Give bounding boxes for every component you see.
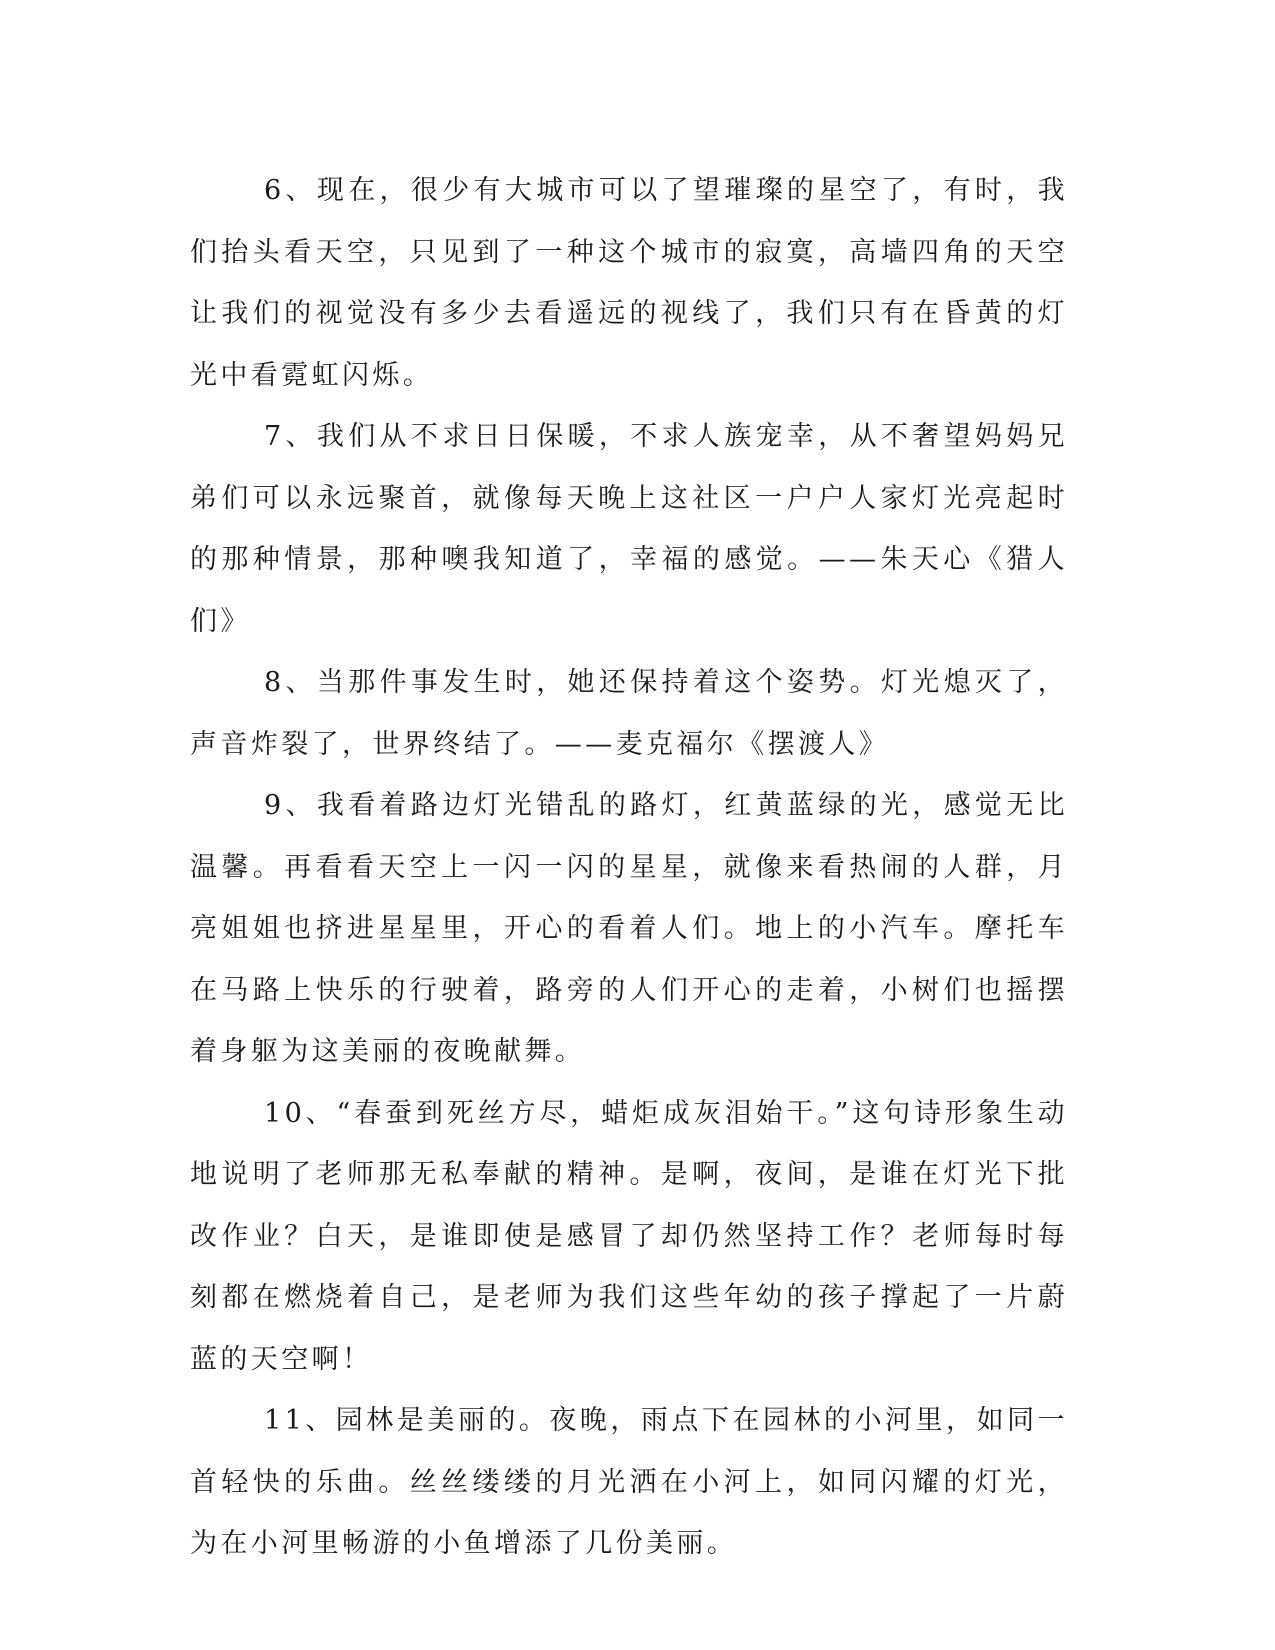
paragraph-8: 8、当那件事发生时，她还保持着这个姿势。灯光熄灭了，声音炸裂了，世界终结了。——麦克福尔《摆渡人》 — [190, 667, 1068, 760]
paragraph-7: 7、我们从不求日日保暖，不求人族宠幸，从不奢望妈妈兄弟们可以永远聚首，就像每天晚上这社区一户户人家灯光亮起时的那种情景，那种噢我知道了，幸福的感觉。——朱天心《猎人们》 — [190, 421, 1068, 637]
paragraph-6: 6、现在，很少有大城市可以了望璀璨的星空了，有时，我们抬头看天空，只见到了一种这个城市的寂寞，高墙四角的天空让我们的视觉没有多少去看遥远的视线了，我们只有在昏黄的灯光中看霓虹闪烁。 — [190, 175, 1068, 391]
paragraph-11: 11、园林是美丽的。夜晚，雨点下在园林的小河里，如同一首轻快的乐曲。丝丝缕缕的月光洒在小河上，如同闪耀的灯光，为在小河里畅游的小鱼增添了几份美丽。 — [190, 1405, 1068, 1559]
paragraph-10: 10、“春蚕到死丝方尽，蜡炬成灰泪始干。”这句诗形象生动地说明了老师那无私奉献的精神。是啊，夜间，是谁在灯光下批改作业？白天，是谁即使是感冒了却仍然坚持工作？老师每时每刻都在燃烧着自己，是老师为我们这些年幼的孩子撑起了一片蔚蓝的天空啊！ — [190, 1097, 1068, 1375]
paragraph-9: 9、我看着路边灯光错乱的路灯，红黄蓝绿的光，感觉无比温馨。再看看天空上一闪一闪的星星，就像来看热闹的人群，月亮姐姐也挤进星星里，开心的看着人们。地上的小汽车。摩托车在马路上快乐的行驶着，路旁的人们开心的走着，小树们也摇摆着身躯为这美丽的夜晚献舞。 — [190, 790, 1068, 1067]
document-body — [190, 160, 1068, 1575]
